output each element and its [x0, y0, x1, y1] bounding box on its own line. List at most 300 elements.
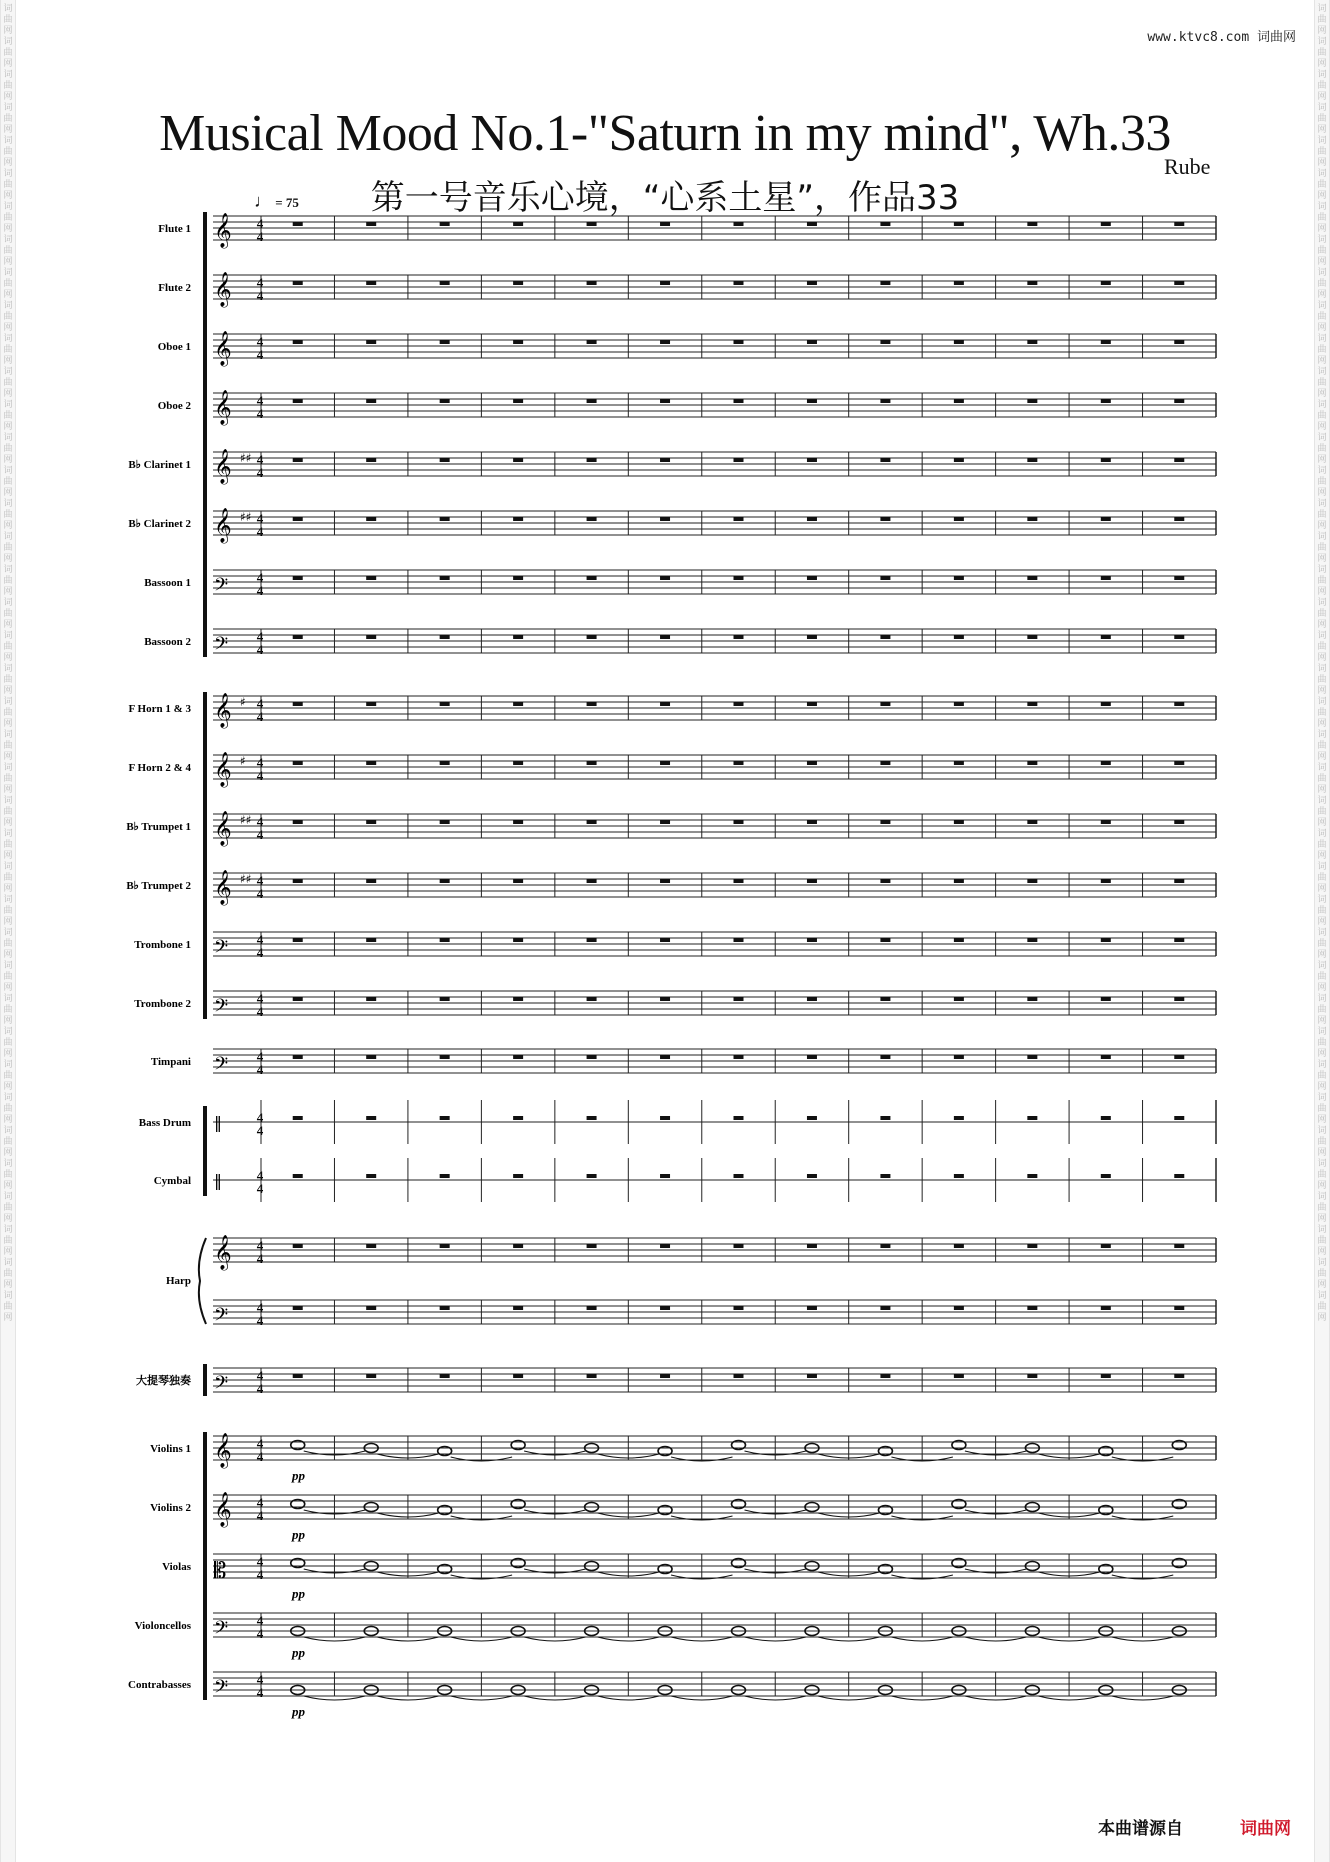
whole-rest — [1027, 576, 1037, 580]
whole-rest — [880, 1174, 890, 1178]
whole-rest — [293, 820, 303, 824]
whole-rest — [660, 517, 670, 521]
whole-rest — [660, 997, 670, 1001]
treble-clef-icon: 𝄞 — [214, 870, 232, 905]
whole-rest — [954, 820, 964, 824]
whole-rest — [1174, 458, 1184, 462]
tempo-value: = 75 — [275, 195, 299, 210]
whole-rest — [1174, 1055, 1184, 1059]
whole-rest — [734, 1174, 744, 1178]
whole-rest — [440, 340, 450, 344]
time-signature-bottom: 4 — [256, 709, 264, 724]
instrument-label: Timpani — [150, 1056, 191, 1068]
instrument-label: Trombone 2 — [134, 998, 191, 1010]
whole-rest — [660, 1055, 670, 1059]
whole-rest — [293, 281, 303, 285]
site-name: 词曲网 — [1256, 30, 1296, 45]
whole-rest — [954, 399, 964, 403]
group-bracket — [203, 212, 207, 657]
whole-rest — [1174, 635, 1184, 639]
whole-rest — [1027, 879, 1037, 883]
time-signature-top: 4 — [256, 696, 264, 711]
whole-rest — [660, 1116, 670, 1120]
time-signature-top: 4 — [256, 1613, 264, 1628]
whole-rest — [880, 997, 890, 1001]
time-signature-top: 4 — [256, 275, 264, 290]
time-signature-bottom: 4 — [256, 465, 264, 480]
whole-rest — [954, 576, 964, 580]
whole-rest — [513, 340, 523, 344]
whole-rest — [587, 1174, 597, 1178]
footer-source-text: 本曲谱源自 — [1098, 1819, 1183, 1839]
instrument-label: Flute 1 — [158, 223, 191, 235]
tie — [598, 1637, 659, 1641]
whole-rest — [880, 1116, 890, 1120]
composer-name: Rube — [1164, 154, 1211, 179]
whole-rest — [1101, 1116, 1111, 1120]
whole-rest — [1101, 938, 1111, 942]
time-signature-top: 4 — [256, 570, 264, 585]
whole-rest — [880, 1055, 890, 1059]
perc-clef-icon: ‖ — [214, 1171, 222, 1190]
whole-rest — [440, 458, 450, 462]
whole-rest — [1174, 1116, 1184, 1120]
time-signature-bottom: 4 — [256, 1251, 264, 1266]
whole-rest — [660, 399, 670, 403]
time-signature-top: 4 — [256, 1368, 264, 1383]
whole-rest — [293, 399, 303, 403]
whole-rest — [880, 820, 890, 824]
whole-rest — [807, 281, 817, 285]
time-signature-bottom: 4 — [256, 229, 264, 244]
treble-clef-icon: 𝄞 — [214, 752, 232, 787]
whole-rest — [880, 340, 890, 344]
whole-rest — [954, 635, 964, 639]
whole-rest — [660, 938, 670, 942]
time-signature-bottom: 4 — [256, 768, 264, 783]
whole-rest — [366, 1174, 376, 1178]
whole-rest — [954, 1116, 964, 1120]
whole-rest — [513, 1174, 523, 1178]
whole-rest — [587, 1055, 597, 1059]
whole-rest — [660, 1174, 670, 1178]
whole-rest — [513, 1055, 523, 1059]
time-signature-bottom: 4 — [256, 827, 264, 842]
time-signature-bottom: 4 — [256, 406, 264, 421]
whole-rest — [366, 938, 376, 942]
time-signature-top: 4 — [256, 1238, 264, 1253]
whole-rest — [366, 340, 376, 344]
whole-rest — [293, 702, 303, 706]
whole-rest — [807, 761, 817, 765]
time-signature-top: 4 — [256, 755, 264, 770]
key-signature: ♯♯ — [240, 451, 252, 465]
whole-rest — [954, 1374, 964, 1378]
treble-clef-icon: 𝄞 — [214, 1433, 232, 1468]
whole-rest — [807, 340, 817, 344]
whole-rest — [440, 1374, 450, 1378]
whole-rest — [440, 997, 450, 1001]
whole-rest — [1101, 576, 1111, 580]
instrument-label: Flute 2 — [158, 282, 191, 294]
whole-rest — [366, 399, 376, 403]
whole-rest — [440, 1055, 450, 1059]
instrument-label: Oboe 1 — [157, 341, 191, 353]
tie — [965, 1637, 1026, 1641]
instrument-label: B♭ Trumpet 2 — [126, 880, 191, 892]
time-signature-top: 4 — [256, 873, 264, 888]
bass-clef-icon: 𝄢 — [214, 996, 229, 1021]
whole-rest — [734, 222, 744, 226]
treble-clef-icon: 𝄞 — [214, 213, 232, 248]
tie — [891, 1637, 952, 1641]
whole-rest — [440, 820, 450, 824]
whole-rest — [880, 281, 890, 285]
whole-rest — [440, 517, 450, 521]
whole-rest — [880, 938, 890, 942]
whole-rest — [293, 938, 303, 942]
whole-rest — [587, 458, 597, 462]
whole-rest — [660, 281, 670, 285]
whole-rest — [366, 1244, 376, 1248]
instrument-label: Violoncellos — [134, 1620, 191, 1632]
time-signature-bottom: 4 — [256, 1567, 264, 1582]
whole-rest — [734, 399, 744, 403]
tie — [745, 1637, 806, 1641]
whole-rest — [880, 399, 890, 403]
whole-rest — [513, 997, 523, 1001]
whole-rest — [1174, 1306, 1184, 1310]
left-watermark-text: 词曲网词曲网词曲网词曲网词曲网词曲网词曲网词曲网词曲网词曲网词曲网词曲网词曲网词曲网词曲网词曲网词曲网词曲网词曲网词曲网词曲网词曲网词曲网词曲网词曲网词曲网词曲网词曲网词曲网词曲网词曲网词曲网词曲网词曲网词曲网词曲网词曲网词曲网词曲网词曲网 — [3, 4, 13, 1323]
dynamic-marking: pp — [292, 1527, 305, 1542]
whole-rest — [660, 635, 670, 639]
tie — [524, 1637, 585, 1641]
whole-rest — [366, 997, 376, 1001]
alto-clef-icon: 𝄡 — [214, 1559, 227, 1584]
whole-rest — [293, 222, 303, 226]
treble-clef-icon: 𝄞 — [214, 390, 232, 425]
time-signature-bottom: 4 — [256, 1313, 264, 1328]
whole-rest — [513, 399, 523, 403]
whole-rest — [1101, 761, 1111, 765]
whole-rest — [660, 761, 670, 765]
whole-rest — [1027, 938, 1037, 942]
time-signature-top: 4 — [256, 1168, 264, 1183]
whole-rest — [1101, 1244, 1111, 1248]
whole-rest — [293, 761, 303, 765]
whole-rest — [1027, 1116, 1037, 1120]
whole-rest — [587, 517, 597, 521]
whole-rest — [1174, 820, 1184, 824]
dynamic-marking: pp — [292, 1704, 305, 1719]
perc-clef-icon: ‖ — [214, 1113, 222, 1132]
whole-rest — [954, 222, 964, 226]
whole-rest — [293, 1306, 303, 1310]
tie — [1038, 1637, 1099, 1641]
whole-rest — [1174, 879, 1184, 883]
whole-rest — [1174, 340, 1184, 344]
whole-rest — [293, 879, 303, 883]
whole-rest — [807, 1244, 817, 1248]
tie — [1112, 1637, 1173, 1641]
whole-rest — [293, 1116, 303, 1120]
whole-rest — [807, 938, 817, 942]
group-bracket — [203, 692, 207, 1019]
time-signature-top: 4 — [256, 1300, 264, 1315]
whole-rest — [807, 222, 817, 226]
whole-rest — [954, 1244, 964, 1248]
whole-rest — [587, 1116, 597, 1120]
whole-rest — [513, 635, 523, 639]
time-signature-top: 4 — [256, 1554, 264, 1569]
whole-rest — [660, 576, 670, 580]
whole-rest — [1027, 1306, 1037, 1310]
whole-rest — [807, 702, 817, 706]
tie — [598, 1696, 659, 1700]
instrument-label: Harp — [165, 1275, 191, 1287]
instrument-label: Bassoon 2 — [144, 636, 191, 648]
bass-clef-icon: 𝄢 — [214, 1677, 229, 1702]
treble-clef-icon: 𝄞 — [214, 272, 232, 307]
whole-rest — [734, 517, 744, 521]
whole-rest — [1101, 1374, 1111, 1378]
whole-rest — [293, 1174, 303, 1178]
quarter-note-icon: ♩ — [254, 191, 272, 211]
treble-clef-icon: 𝄞 — [214, 693, 232, 728]
whole-rest — [513, 222, 523, 226]
whole-rest — [880, 1374, 890, 1378]
whole-rest — [1174, 1174, 1184, 1178]
whole-rest — [734, 281, 744, 285]
whole-rest — [1174, 938, 1184, 942]
bass-clef-icon: 𝄢 — [214, 1373, 229, 1398]
whole-rest — [734, 1116, 744, 1120]
whole-rest — [366, 1306, 376, 1310]
whole-rest — [734, 1055, 744, 1059]
whole-rest — [366, 576, 376, 580]
whole-rest — [440, 938, 450, 942]
treble-clef-icon: 𝄞 — [214, 811, 232, 846]
whole-rest — [587, 879, 597, 883]
tie — [1038, 1696, 1099, 1700]
whole-rest — [1027, 820, 1037, 824]
whole-rest — [880, 635, 890, 639]
instrument-label: Violins 2 — [150, 1502, 191, 1514]
whole-rest — [440, 635, 450, 639]
group-bracket — [203, 1432, 207, 1700]
whole-rest — [734, 635, 744, 639]
whole-rest — [1101, 1306, 1111, 1310]
whole-rest — [366, 702, 376, 706]
tie — [671, 1696, 732, 1700]
whole-rest — [293, 576, 303, 580]
whole-rest — [440, 1116, 450, 1120]
whole-rest — [513, 938, 523, 942]
treble-clef-icon: 𝄞 — [214, 331, 232, 366]
whole-rest — [734, 1306, 744, 1310]
whole-rest — [880, 576, 890, 580]
whole-rest — [1101, 222, 1111, 226]
whole-rest — [807, 1055, 817, 1059]
whole-rest — [440, 222, 450, 226]
whole-rest — [807, 879, 817, 883]
whole-rest — [1174, 281, 1184, 285]
instrument-label: Bassoon 1 — [144, 577, 191, 589]
whole-rest — [1174, 761, 1184, 765]
bass-clef-icon: 𝄢 — [214, 1305, 229, 1330]
score-subtitle: 第一号音乐心境，“心系土星”，作品33 — [370, 178, 960, 218]
whole-rest — [366, 879, 376, 883]
instrument-label: Oboe 2 — [157, 400, 191, 412]
whole-rest — [1174, 517, 1184, 521]
whole-rest — [293, 1055, 303, 1059]
treble-clef-icon: 𝄞 — [214, 1492, 232, 1527]
score-title: Musical Mood No.1-"Saturn in my mind", Wh.33 — [159, 105, 1171, 162]
treble-clef-icon: 𝄞 — [214, 508, 232, 543]
time-signature-bottom: 4 — [256, 347, 264, 362]
whole-rest — [366, 635, 376, 639]
whole-rest — [954, 1306, 964, 1310]
whole-rest — [1101, 997, 1111, 1001]
instrument-label: Bass Drum — [138, 1117, 191, 1129]
whole-rest — [1027, 761, 1037, 765]
whole-rest — [513, 1116, 523, 1120]
instrument-label: F Horn 1 & 3 — [128, 703, 191, 715]
dynamic-marking: pp — [292, 1645, 305, 1660]
treble-clef-icon: 𝄞 — [214, 449, 232, 484]
key-signature: ♯ — [240, 754, 246, 768]
whole-rest — [1027, 1244, 1037, 1248]
whole-rest — [513, 1374, 523, 1378]
tie — [818, 1696, 879, 1700]
whole-rest — [880, 458, 890, 462]
whole-rest — [1101, 635, 1111, 639]
whole-rest — [1027, 222, 1037, 226]
whole-rest — [587, 761, 597, 765]
whole-rest — [1174, 1374, 1184, 1378]
site-url[interactable]: www.ktvc8.com — [1147, 30, 1250, 45]
whole-rest — [1027, 399, 1037, 403]
tie — [304, 1637, 365, 1641]
whole-rest — [1027, 635, 1037, 639]
whole-rest — [293, 458, 303, 462]
whole-rest — [1027, 1174, 1037, 1178]
time-signature-top: 4 — [256, 932, 264, 947]
whole-rest — [1027, 1055, 1037, 1059]
treble-clef-icon: 𝄞 — [214, 1235, 232, 1270]
whole-rest — [587, 1244, 597, 1248]
whole-rest — [660, 1244, 670, 1248]
time-signature-top: 4 — [256, 393, 264, 408]
whole-rest — [1101, 702, 1111, 706]
whole-rest — [954, 879, 964, 883]
dynamic-marking: pp — [292, 1468, 305, 1483]
whole-rest — [660, 1374, 670, 1378]
whole-rest — [954, 997, 964, 1001]
whole-rest — [954, 517, 964, 521]
time-signature-bottom: 4 — [256, 1508, 264, 1523]
tie — [377, 1696, 438, 1700]
whole-rest — [293, 340, 303, 344]
bass-clef-icon: 𝄢 — [214, 1618, 229, 1643]
whole-rest — [1027, 517, 1037, 521]
tie — [745, 1696, 806, 1700]
whole-rest — [954, 281, 964, 285]
whole-rest — [1027, 997, 1037, 1001]
whole-rest — [440, 281, 450, 285]
whole-rest — [1101, 1174, 1111, 1178]
whole-rest — [587, 1374, 597, 1378]
time-signature-top: 4 — [256, 1495, 264, 1510]
whole-rest — [513, 1306, 523, 1310]
whole-rest — [440, 761, 450, 765]
whole-rest — [513, 879, 523, 883]
whole-rest — [660, 222, 670, 226]
time-signature-bottom: 4 — [256, 583, 264, 598]
time-signature-bottom: 4 — [256, 1685, 264, 1700]
whole-rest — [513, 576, 523, 580]
whole-rest — [1027, 340, 1037, 344]
bass-clef-icon: 𝄢 — [214, 937, 229, 962]
time-signature-bottom: 4 — [256, 1181, 264, 1196]
whole-rest — [660, 340, 670, 344]
whole-rest — [880, 702, 890, 706]
time-signature-top: 4 — [256, 991, 264, 1006]
dynamic-marking: pp — [292, 1586, 305, 1601]
time-signature-top: 4 — [256, 334, 264, 349]
whole-rest — [880, 1306, 890, 1310]
footer-logo[interactable]: 词曲网 — [1240, 1819, 1291, 1839]
whole-rest — [587, 820, 597, 824]
whole-rest — [660, 820, 670, 824]
whole-rest — [587, 938, 597, 942]
whole-rest — [880, 879, 890, 883]
whole-rest — [1101, 820, 1111, 824]
tie — [671, 1637, 732, 1641]
time-signature-bottom: 4 — [256, 886, 264, 901]
tie — [891, 1696, 952, 1700]
whole-rest — [1174, 399, 1184, 403]
whole-rest — [1101, 517, 1111, 521]
whole-rest — [587, 997, 597, 1001]
time-signature-bottom: 4 — [256, 1381, 264, 1396]
whole-rest — [440, 1306, 450, 1310]
time-signature-bottom: 4 — [256, 1123, 264, 1138]
whole-rest — [807, 1306, 817, 1310]
instrument-label: Trombone 1 — [134, 939, 191, 951]
whole-rest — [293, 635, 303, 639]
whole-rest — [807, 399, 817, 403]
whole-rest — [1027, 702, 1037, 706]
time-signature-top: 4 — [256, 1110, 264, 1125]
key-signature: ♯♯ — [240, 872, 252, 886]
whole-rest — [954, 702, 964, 706]
whole-rest — [587, 340, 597, 344]
whole-rest — [587, 399, 597, 403]
whole-rest — [513, 458, 523, 462]
whole-rest — [954, 340, 964, 344]
instrument-label: F Horn 2 & 4 — [128, 762, 191, 774]
whole-rest — [954, 1174, 964, 1178]
time-signature-top: 4 — [256, 1049, 264, 1064]
time-signature-top: 4 — [256, 1672, 264, 1687]
whole-rest — [513, 281, 523, 285]
whole-rest — [880, 222, 890, 226]
whole-rest — [513, 702, 523, 706]
whole-rest — [1101, 399, 1111, 403]
time-signature-bottom: 4 — [256, 288, 264, 303]
whole-rest — [293, 517, 303, 521]
